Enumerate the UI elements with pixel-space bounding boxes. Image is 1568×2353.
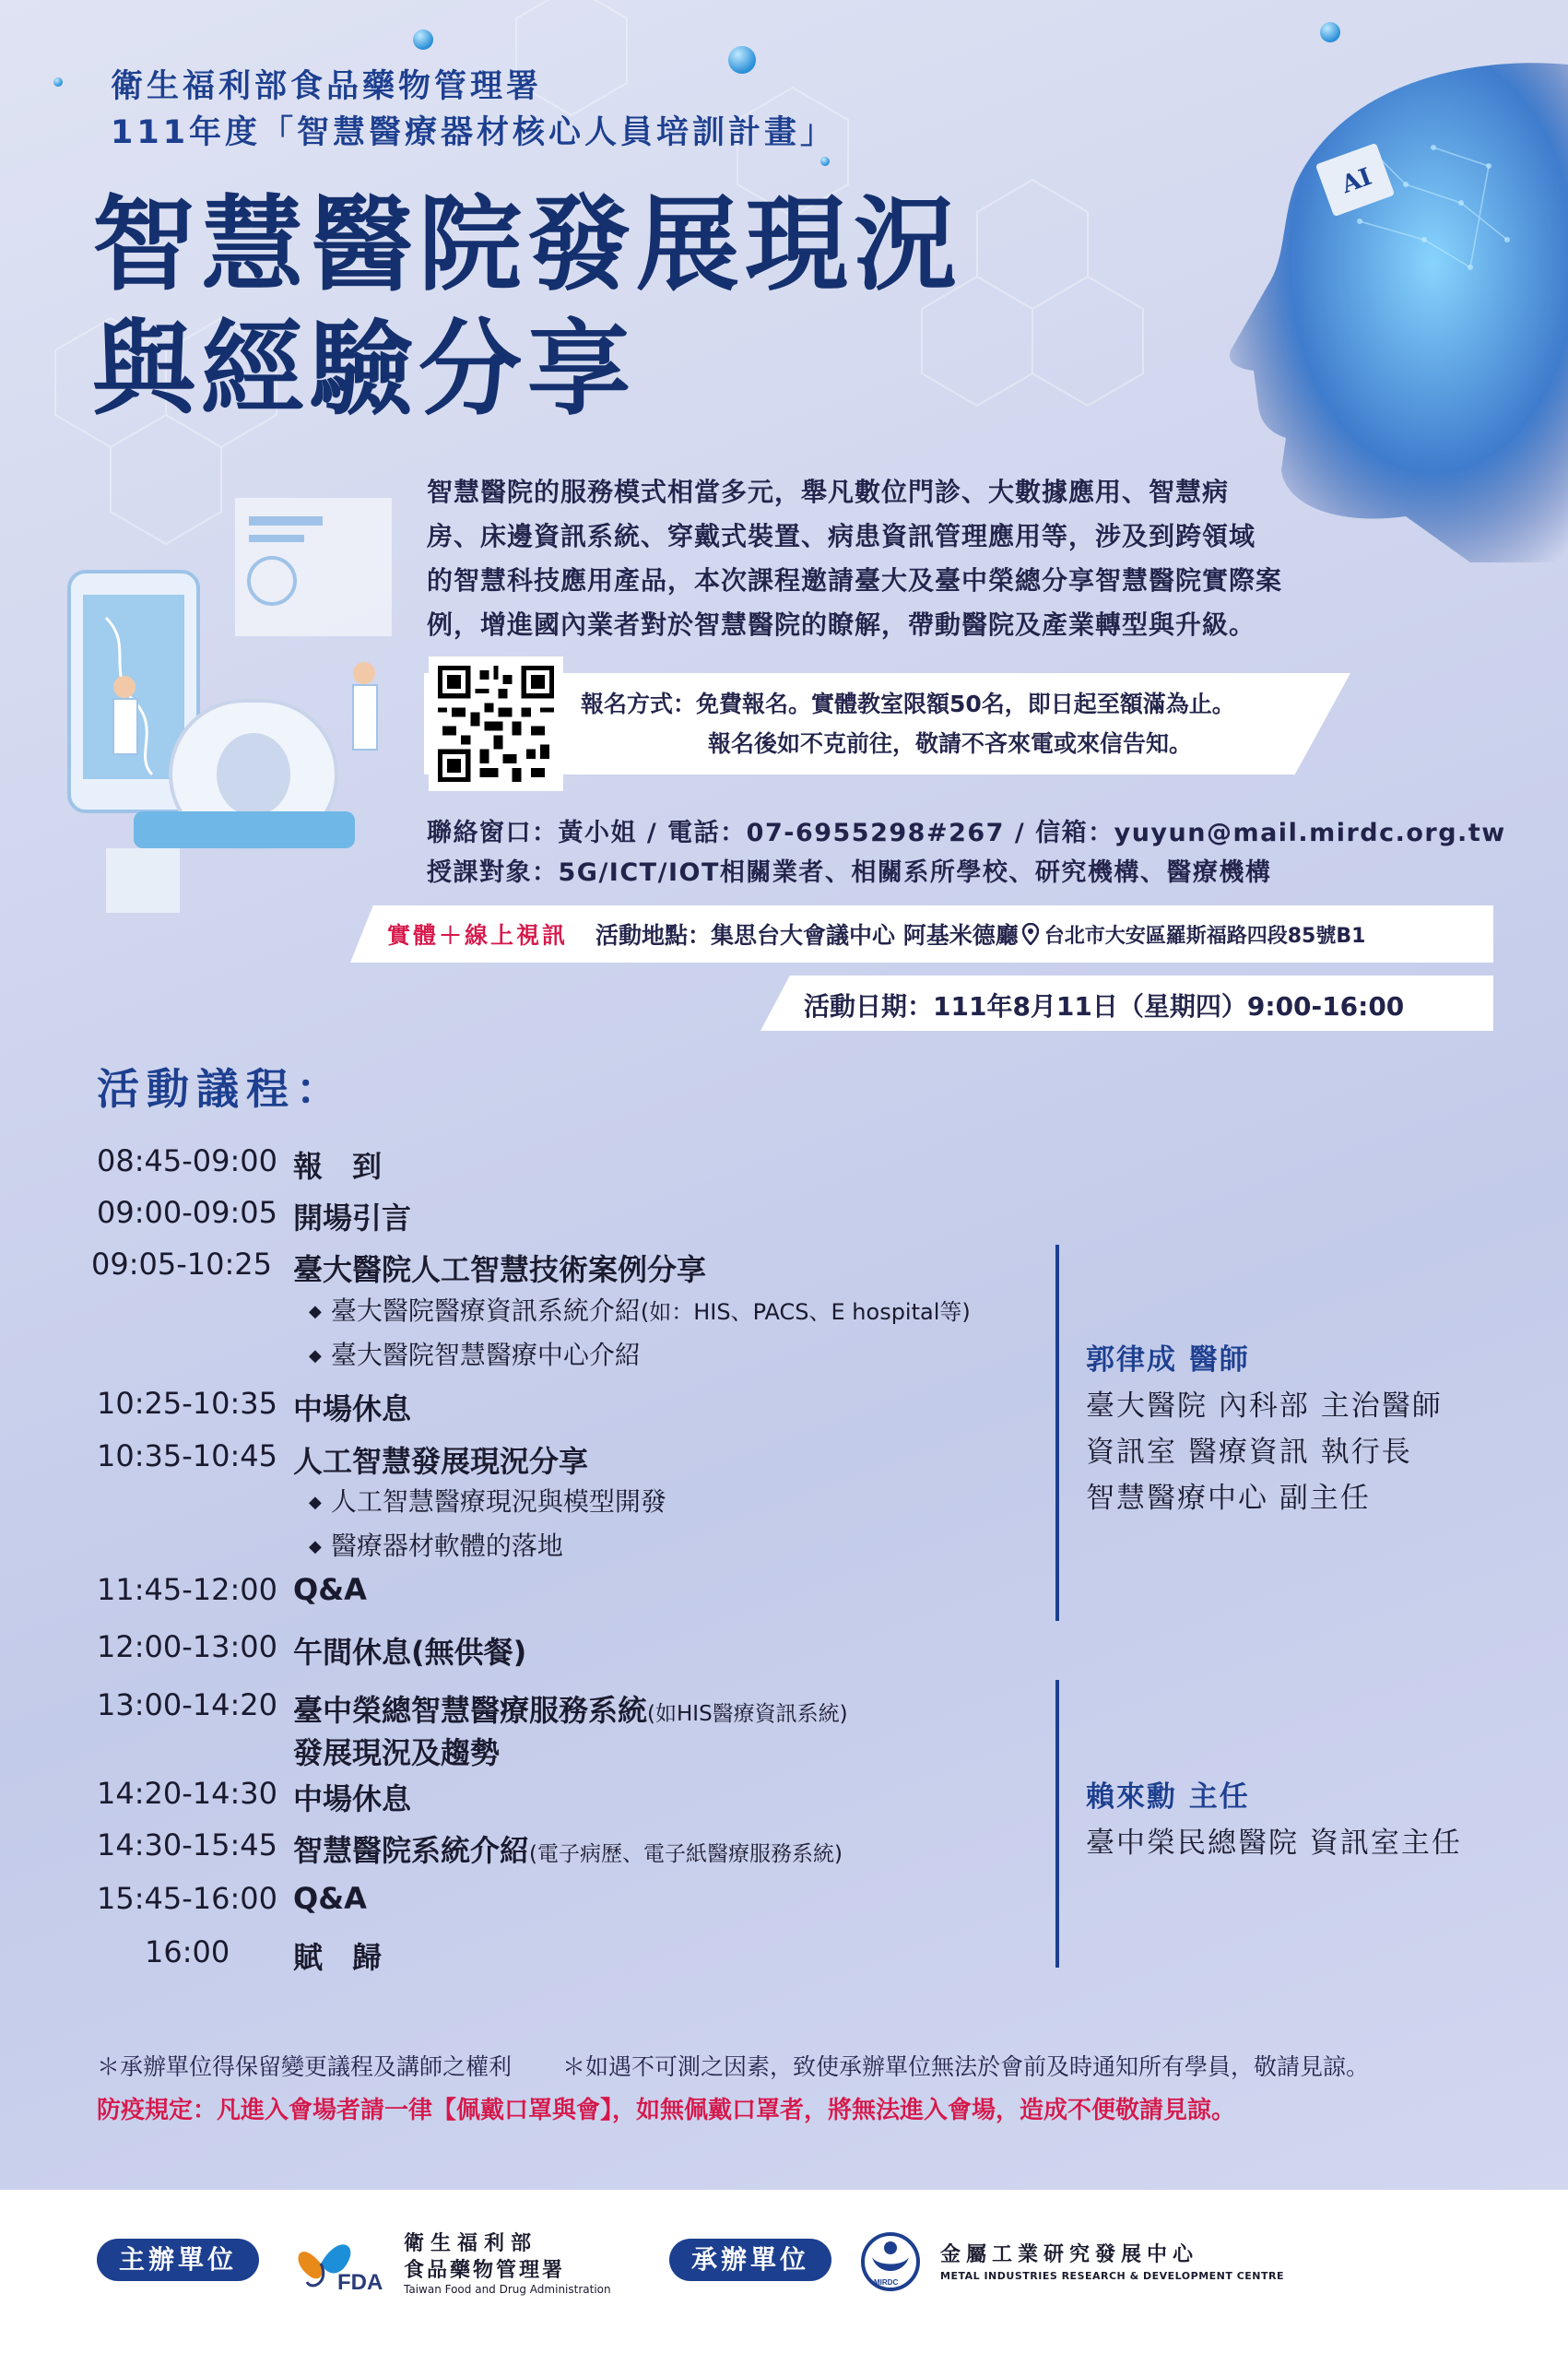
disclaimer-note: ＊承辦單位得保留變更議程及講師之權利 [97, 2053, 513, 2080]
program-heading: 111年度「智慧醫療器材核心人員培訓計畫」 [111, 114, 837, 151]
page-title-line2: 與經驗分享 [92, 310, 636, 430]
decorative-bubble [820, 157, 830, 166]
registration-line1: 報名方式：免費報名。實體教室限額50名，即日起至額滿為止。 [581, 691, 1235, 717]
agenda-time: 16:00 [145, 1934, 230, 1969]
agenda-row [97, 1881, 367, 1916]
agenda-topic: 臺中榮總智慧醫療服務系統 [293, 1693, 648, 1728]
agenda-row [97, 1827, 843, 1870]
event-mode: 實體＋線上視訊 [387, 922, 569, 949]
svg-text:MIRDC: MIRDC [874, 2278, 899, 2287]
venue: 活動地點：集思台大會議中心 阿基米德廳 [595, 922, 1019, 949]
agenda-row [97, 1572, 367, 1607]
registration-qr-code[interactable] [429, 656, 563, 791]
speaker-divider [1055, 1680, 1059, 1968]
agenda-subitem: ◆ 人工智慧醫療現況與模型開發 [309, 1486, 666, 1517]
agenda-row [97, 1143, 382, 1186]
agenda-topic: 中場休息 [293, 1781, 412, 1816]
agenda-row [97, 1629, 526, 1672]
speaker-name: 郭律成 醫師 [1086, 1343, 1250, 1377]
svg-text:FDA: FDA [337, 2270, 383, 2295]
epidemic-warning: 防疫規定：凡進入會場者請一律【佩戴口罩與會】，如無佩戴口罩者，將無法進入會場，造成不便敬請見諒。 [97, 2097, 1236, 2124]
speaker-block [1086, 1774, 1462, 1866]
agenda-time: 08:45-09:00 [97, 1143, 277, 1178]
agenda-topic: Q&A [293, 1572, 367, 1607]
agenda-topic: 開場引言 [293, 1200, 412, 1236]
decorative-bubble [728, 46, 756, 74]
bullet-diamond-icon: ◆ [309, 1537, 322, 1556]
location-pin-icon [1022, 923, 1039, 945]
agenda-time: 15:45-16:00 [97, 1881, 277, 1916]
speaker-title: 臺中榮民總醫院 資訊室主任 [1086, 1827, 1462, 1860]
agenda-topic: 人工智慧發展現況分享 [293, 1444, 589, 1479]
agenda-time: 10:35-10:45 [97, 1438, 277, 1473]
disclaimer-note: ＊如遇不可測之因素，致使承辦單位無法於會前及時通知所有學員，敬請見諒。 [562, 2053, 1370, 2080]
agenda-topic: 臺大醫院人工智慧技術案例分享 [293, 1252, 707, 1287]
decorative-bubble [53, 77, 63, 87]
agenda-topic: 午間休息(無供餐) [293, 1635, 527, 1670]
disclaimer-notes [97, 2049, 1369, 2082]
host-name-english: Taiwan Food and Drug Administration [404, 2283, 611, 2296]
organizer-name: 金屬工業研究發展中心 [940, 2243, 1199, 2266]
agenda-subitem: ◆ 醫療器材軟體的落地 [309, 1531, 563, 1561]
agenda-time: 14:20-14:30 [97, 1776, 277, 1811]
bullet-diamond-icon: ◆ [309, 1346, 322, 1366]
intro-paragraph [427, 470, 1349, 647]
agenda-topic: 賦 歸 [293, 1940, 383, 1975]
medical-lab-illustration [51, 479, 419, 922]
registration-info [581, 684, 1235, 763]
page-title-line1: 智慧醫院發展現況 [92, 185, 962, 305]
speaker-title: 資訊室 醫療資訊 執行長 [1086, 1436, 1412, 1469]
agenda-topic: 報 到 [293, 1149, 383, 1184]
ai-chip-label: AI [1338, 162, 1376, 200]
agenda-time: 13:00-14:20 [97, 1687, 277, 1722]
intro-line: 例，增進國內業者對於智慧醫院的瞭解，帶動醫院及產業轉型與升級。 [427, 609, 1256, 640]
mirdc-logo [857, 2231, 924, 2292]
decorative-bubble [413, 30, 433, 50]
agenda-time: 10:25-10:35 [97, 1386, 277, 1421]
intro-line: 的智慧科技應用產品，本次課程邀請臺大及臺中榮總分享智慧醫院實際案 [427, 565, 1283, 596]
agenda-heading: 活動議程： [97, 1064, 346, 1114]
contact-line: 聯絡窗口：黃小姐 / 電話：07-6955298#267 / 信箱：yuyun@mail.mirdc.org.tw [427, 819, 1506, 847]
agenda-row [97, 1195, 411, 1237]
event-date: 活動日期：111年8月11日（星期四）9:00-16:00 [804, 991, 1405, 1022]
agenda-time: 14:30-15:45 [97, 1827, 277, 1862]
agenda-row [97, 1438, 588, 1481]
agenda-topic-line2: 發展現況及趨勢 [293, 1735, 501, 1770]
agenda-time: 11:45-12:00 [97, 1572, 277, 1607]
host-name-line1: 衛生福利部 [404, 2232, 538, 2255]
agenda-topic-note: (電子病歷、電子紙醫療服務系統) [529, 1842, 843, 1866]
agenda-row [91, 1247, 707, 1289]
agenda-subitem: ◆ 臺大醫院醫療資訊系統介紹(如：HIS、PACS、E hospital等) [309, 1295, 971, 1326]
organizer-heading: 衛生福利部食品藥物管理署 [111, 68, 543, 105]
intro-line: 房、床邊資訊系統、穿戴式裝置、病患資訊管理應用等，涉及到跨領域 [427, 521, 1256, 551]
contact-info [427, 813, 1506, 893]
organizer-name-english: METAL INDUSTRIES RESEARCH & DEVELOPMENT CENTRE [940, 2270, 1284, 2282]
agenda-topic: 智慧醫院系統介紹 [293, 1833, 530, 1868]
agenda-row [97, 1687, 848, 1772]
intro-line: 智慧醫院的服務模式相當多元，舉凡數位門診、大數據應用、智慧病 [427, 477, 1230, 507]
speaker-divider [1055, 1245, 1059, 1621]
bullet-diamond-icon: ◆ [309, 1302, 322, 1321]
decorative-bubble [1320, 22, 1340, 42]
agenda-row [97, 1934, 382, 1977]
host-label: 主辦單位 [97, 2239, 259, 2281]
location-info [387, 917, 1365, 951]
speaker-title: 臺大醫院 內科部 主治醫師 [1086, 1389, 1443, 1423]
audience-line: 授課對象：5G/ICT/IOT相關業者、相關系所學校、研究機構、醫療機構 [427, 858, 1272, 887]
organizer-label: 承辦單位 [669, 2239, 831, 2281]
agenda-row [97, 1386, 411, 1428]
bullet-diamond-icon: ◆ [309, 1493, 322, 1512]
speaker-title: 智慧醫療中心 副主任 [1086, 1482, 1371, 1515]
agenda-topic: 中場休息 [293, 1391, 412, 1426]
agenda-subitem: ◆ 臺大醫院智慧醫療中心介紹 [309, 1340, 641, 1370]
agenda-row [97, 1776, 411, 1818]
speaker-name: 賴來勳 主任 [1086, 1780, 1250, 1814]
agenda-time: 09:00-09:05 [97, 1195, 277, 1230]
speaker-block [1086, 1337, 1443, 1521]
agenda-time: 12:00-13:00 [97, 1629, 277, 1664]
venue-address: 台北市大安區羅斯福路四段85號B1 [1043, 924, 1366, 948]
registration-line2: 報名後如不克前往，敬請不吝來電或來信告知。 [708, 730, 1193, 757]
agenda-time: 09:05-10:25 [91, 1247, 272, 1282]
fda-logo [293, 2227, 396, 2295]
host-name-line2: 食品藥物管理署 [404, 2259, 566, 2282]
agenda-topic: Q&A [293, 1881, 367, 1916]
agenda-topic-note: (如HIS醫療資訊系統) [647, 1702, 848, 1726]
